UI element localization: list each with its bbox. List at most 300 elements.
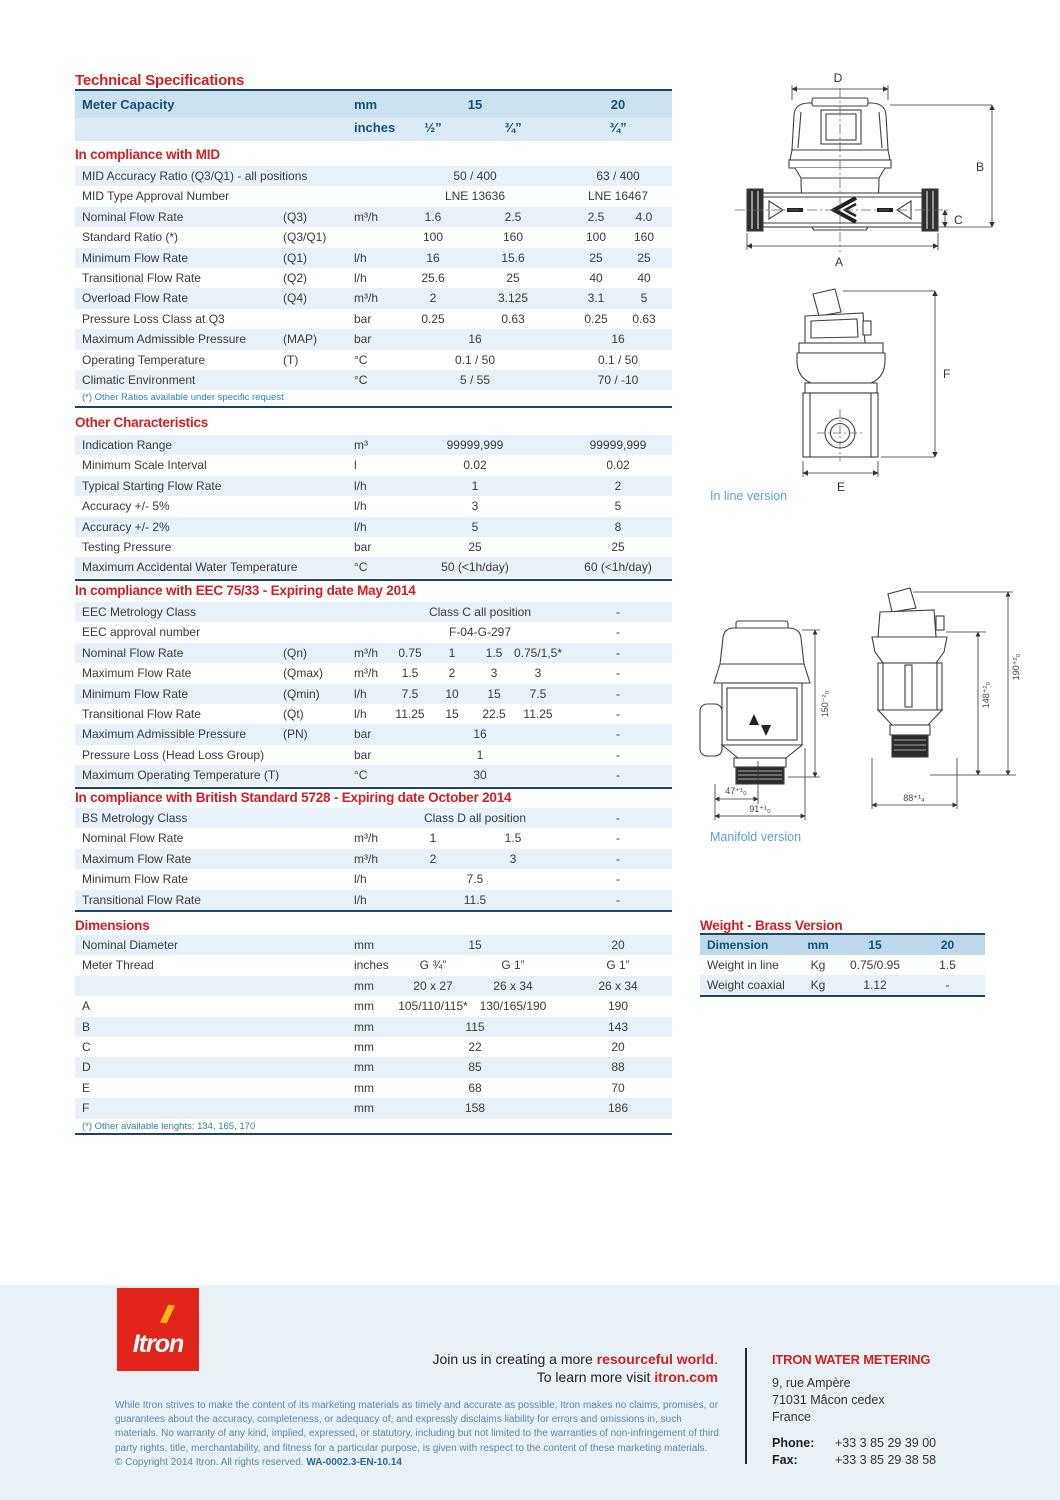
row-unit: mm — [354, 978, 374, 993]
manifold-version-caption: Manifold version — [710, 830, 802, 844]
table-row — [75, 643, 672, 663]
row-label: D — [82, 1060, 91, 1075]
row-unit: mm — [354, 1019, 374, 1034]
row-value: - — [616, 686, 620, 701]
footer-divider — [745, 1348, 747, 1464]
row-unit: °C — [354, 560, 368, 575]
copyright-text: © Copyright 2014 Itron. All rights reserved. — [115, 1456, 307, 1468]
fax-number: +33 3 85 29 38 58 — [835, 1453, 937, 1467]
row-value: 20 — [611, 938, 625, 952]
row-value: 30 — [473, 768, 487, 783]
row-label: E — [82, 1080, 91, 1095]
row-label: C — [82, 1039, 91, 1054]
row-value: - — [616, 747, 620, 762]
weight-header-20: 20 — [940, 938, 955, 952]
visit-link[interactable]: itron.com — [654, 1369, 718, 1385]
row-value: 20 — [611, 1039, 625, 1054]
phone-number: +33 3 85 29 39 00 — [835, 1436, 937, 1450]
row-value: 70 — [611, 1080, 625, 1095]
row-label: Testing Pressure — [82, 539, 172, 554]
capacity-table-header — [75, 89, 672, 141]
table-row — [75, 557, 672, 577]
fax-label: Fax: — [772, 1453, 798, 1467]
row-label: Maximum Flow Rate — [82, 851, 192, 866]
table-row — [75, 745, 672, 765]
table-row — [75, 1098, 672, 1118]
row-label: Operating Temperature — [82, 352, 206, 367]
row-value: 25 — [468, 539, 482, 554]
section-heading-eec: In compliance with EEC 75/33 - Expiring date May 2014 — [75, 583, 416, 598]
row-unit: m³/h — [354, 291, 378, 306]
row-value: LNE 16467 — [587, 189, 649, 204]
address-line: 71031 Mâcon cedex — [772, 1393, 885, 1407]
row-value: 143 — [607, 1019, 629, 1034]
mid-footnote: (*) Other Ratios available under specific request — [82, 392, 284, 403]
row-unit: l/h — [354, 270, 367, 285]
row-value: - — [616, 645, 620, 660]
row-symbol: (Q3/Q1) — [283, 230, 327, 245]
section-heading-dimensions: Dimensions — [75, 918, 150, 933]
dim-label-190: 190⁺²₀ — [1011, 653, 1021, 681]
row-label: Transitional Flow Rate — [82, 706, 201, 721]
row-label: Maximum Flow Rate — [82, 666, 192, 681]
footer-tagline — [330, 1350, 718, 1386]
other-table — [75, 435, 672, 578]
row-unit: mm — [354, 1039, 374, 1054]
row-value: 5 — [640, 291, 648, 306]
row-value: 0.75/1,5* — [513, 645, 563, 660]
row-label: Pressure Loss (Head Loss Group) — [82, 747, 265, 762]
contact-heading: ITRON WATER METERING — [772, 1352, 931, 1367]
table-row — [75, 309, 672, 329]
row-value: 3 — [471, 499, 479, 514]
table-row — [75, 1078, 672, 1098]
row-unit: mm — [354, 938, 374, 952]
row-value: 1.5 — [401, 666, 419, 681]
table-row — [700, 955, 985, 975]
row-value: 0.1 / 50 — [454, 352, 496, 367]
eec-table — [75, 602, 672, 786]
row-label: Maximum Admissible Pressure — [82, 332, 247, 347]
row-value: 16 — [468, 332, 482, 347]
row-label: Transitional Flow Rate — [82, 270, 201, 285]
section-heading-mid: In compliance with MID — [75, 147, 220, 162]
table-row — [75, 455, 672, 475]
row-value: 2.5 — [504, 209, 522, 224]
capacity-size-20: 20 — [610, 97, 626, 112]
row-label: BS Metrology Class — [82, 811, 188, 825]
row-value: 99999,999 — [446, 438, 504, 452]
row-unit: l/h — [354, 478, 367, 493]
capacity-header-row-inches — [75, 118, 672, 141]
row-label: Nominal Flow Rate — [82, 831, 184, 846]
dim-label-e: E — [836, 480, 846, 494]
row-value: 63 / 400 — [596, 169, 640, 183]
section-heading-bs: In compliance with British Standard 5728 - Expiring date October 2014 — [75, 790, 512, 805]
row-value: - — [616, 872, 620, 887]
row-value: Kg — [810, 978, 826, 992]
row-symbol: (Q4) — [283, 291, 307, 306]
row-value: 25.6 — [421, 270, 445, 285]
row-label: Overload Flow Rate — [82, 291, 189, 306]
row-value: 2.5 — [587, 209, 605, 224]
row-symbol: (Q2) — [283, 270, 307, 285]
row-value: 4.0 — [635, 209, 653, 224]
row-unit: bar — [354, 332, 372, 347]
row-value: - — [945, 978, 950, 992]
table-row — [75, 537, 672, 557]
table-row — [75, 704, 672, 724]
logo-wordmark: Itron — [132, 1330, 184, 1358]
row-value: 1 — [476, 747, 484, 762]
row-symbol: (Q1) — [283, 250, 307, 265]
row-value: 0.02 — [606, 458, 630, 473]
table-row — [75, 955, 672, 975]
row-value: 100 — [422, 230, 444, 245]
table-row — [75, 996, 672, 1016]
row-value: Class C all position — [428, 605, 532, 619]
row-value: 2 — [429, 851, 437, 866]
row-label: MID Accuracy Ratio (Q3/Q1) - all positions — [82, 169, 308, 183]
row-value: 3.125 — [497, 291, 529, 306]
table-row — [75, 476, 672, 496]
row-value: - — [616, 666, 620, 681]
dim-label-47: 47⁺¹₀ — [725, 786, 747, 796]
row-label: EEC approval number — [82, 625, 201, 640]
table-row — [75, 496, 672, 516]
table-row — [75, 288, 672, 308]
row-value: 25 — [506, 270, 520, 285]
capacity-title: Meter Capacity — [82, 97, 175, 112]
dim-label-a: A — [834, 255, 844, 269]
row-unit: °C — [354, 352, 368, 367]
row-value: 3.1 — [587, 291, 605, 306]
tagline-period: . — [714, 1351, 718, 1367]
table-row — [75, 1017, 672, 1037]
row-unit: l/h — [354, 519, 367, 534]
table-row — [75, 828, 672, 848]
row-value: - — [616, 851, 620, 866]
section-heading-weight: Weight - Brass Version — [700, 918, 843, 933]
row-label: Accuracy +/- 2% — [82, 519, 170, 534]
row-label: Typical Starting Flow Rate — [82, 478, 222, 493]
row-symbol: (Qn) — [283, 645, 307, 660]
footer-disclaimer — [115, 1399, 719, 1470]
row-unit: l/h — [354, 706, 367, 721]
row-value: - — [616, 892, 620, 907]
section-divider — [75, 406, 672, 408]
disclaimer-text: While Itron strives to make the content of its marketing materials as timely and accurate as possible, Itron makes no claims, promises, or guarantees about the accuracy, completeness, or adequacy of, and expressly disclaims liability for errors and omissions in, such materials. No warranty of any kind, implied, expressed, or statutory, including but not limited to the warranties of non-infringement of third party rights, title, merchantability, and fitness for a particular purpose, is given with respect to the content of these marketing materials. — [115, 1400, 719, 1454]
row-value: - — [616, 706, 620, 721]
table-row — [75, 207, 672, 227]
section-divider — [75, 579, 672, 581]
row-unit: bar — [354, 311, 372, 326]
row-unit: m³/h — [354, 645, 378, 660]
section-divider — [75, 910, 672, 912]
row-value: 3 — [534, 666, 542, 681]
row-value: 130/165/190 — [479, 999, 547, 1014]
table-border — [700, 995, 985, 997]
row-label: Minimum Scale Interval — [82, 458, 207, 473]
section-divider — [75, 787, 672, 789]
row-value: 0.63 — [501, 311, 525, 326]
row-value: 158 — [464, 1101, 486, 1116]
row-label: B — [82, 1019, 91, 1034]
row-value: - — [616, 605, 620, 619]
table-row — [75, 869, 672, 889]
row-label: Pressure Loss Class at Q3 — [82, 311, 225, 326]
row-value: 11.25 — [523, 706, 553, 721]
row-value: 5 / 55 — [459, 372, 491, 387]
row-label: Standard Ratio (*) — [82, 230, 179, 245]
document-number: WA-0002.3-EN-10.14 — [306, 1456, 402, 1468]
row-value: 15.6 — [501, 250, 525, 265]
row-value: 25 — [637, 250, 651, 265]
row-symbol: (Qmin) — [283, 686, 320, 701]
table-row — [75, 602, 672, 622]
dim-label-150: 150⁻²₀ — [820, 690, 830, 718]
row-value: 7.5 — [529, 686, 547, 701]
row-value: Class D all position — [423, 811, 527, 825]
table-row — [75, 517, 672, 537]
row-label: MID Type Approval Number — [82, 189, 230, 204]
row-value: 8 — [614, 519, 622, 534]
row-label — [82, 976, 277, 996]
row-label: A — [82, 999, 91, 1014]
row-value: 25 — [611, 539, 625, 554]
row-unit: l/h — [354, 686, 367, 701]
row-label: Minimum Flow Rate — [82, 250, 189, 265]
row-value: 0.75/0.95 — [849, 958, 901, 972]
row-unit: m³ — [354, 438, 368, 452]
tagline-emphasis: resourceful world — [596, 1351, 715, 1367]
contact-address — [772, 1375, 1022, 1426]
row-value: 50 / 400 — [453, 169, 497, 183]
weight-table — [700, 955, 985, 995]
inline-version-caption: In line version — [710, 489, 788, 503]
row-label: Indication Range — [82, 438, 173, 452]
row-value: 50 (<1h/day) — [441, 560, 509, 575]
row-label: Nominal Diameter — [82, 938, 179, 952]
row-value: 0.1 / 50 — [597, 352, 639, 367]
weight-table-header — [700, 935, 985, 955]
row-value: 160 — [502, 230, 524, 245]
table-row — [75, 186, 672, 206]
row-value: 0.63 — [632, 311, 656, 326]
row-label: EEC Metrology Class — [82, 605, 197, 619]
row-label: F — [82, 1101, 90, 1116]
address-line: France — [772, 1410, 811, 1424]
row-label: Climatic Environment — [82, 372, 196, 387]
row-unit: l/h — [354, 250, 367, 265]
row-value: 2 — [448, 666, 456, 681]
row-unit: mm — [354, 1101, 374, 1116]
weight-header-15: 15 — [868, 938, 882, 952]
table-row — [75, 1057, 672, 1077]
row-value: 1.6 — [424, 209, 442, 224]
row-unit: bar — [354, 727, 372, 742]
row-value: 0.25 — [421, 311, 445, 326]
manifold-left-view-drawing — [698, 588, 853, 840]
row-value: 88 — [611, 1060, 625, 1075]
row-unit: l/h — [354, 872, 367, 887]
itron-logo — [117, 1288, 199, 1371]
row-value: 1.5 — [485, 645, 503, 660]
row-value: G 1” — [501, 958, 525, 973]
page-title: Technical Specifications — [75, 72, 245, 89]
dim-label-91: 91⁺¹₀ — [749, 804, 771, 814]
row-label: Maximum Accidental Water Temperature — [82, 560, 298, 575]
table-row — [75, 976, 672, 996]
row-value: 0.02 — [463, 458, 487, 473]
row-unit: mm — [354, 1080, 374, 1095]
footer-contact-block — [772, 1352, 1022, 1469]
row-label: Nominal Flow Rate — [82, 209, 184, 224]
row-value: - — [616, 831, 620, 846]
weight-header-dimension: Dimension — [707, 938, 769, 952]
table-row — [75, 849, 672, 869]
row-value: 99999,999 — [589, 438, 647, 452]
table-row — [75, 248, 672, 268]
capacity-header-row-mm — [75, 91, 672, 118]
row-value: 100 — [585, 230, 607, 245]
row-value: 1.5 — [504, 831, 522, 846]
row-value: 1.12 — [863, 978, 887, 992]
row-symbol: (Qmax) — [283, 666, 323, 681]
capacity-inch-15b: ¾” — [504, 120, 522, 135]
capacity-unit-mm: mm — [354, 97, 378, 112]
inline-side-view-drawing — [735, 285, 965, 502]
table-row — [75, 622, 672, 642]
row-value: F-04-G-297 — [448, 625, 512, 640]
dim-label-d: D — [833, 71, 843, 85]
row-value: 3 — [490, 666, 498, 681]
dim-label-88: 88⁺¹₄ — [903, 793, 925, 803]
table-row — [75, 166, 672, 186]
inline-front-view-drawing — [735, 60, 1005, 280]
dimensions-footnote: (*) Other available lenghts: 134, 165, 170 — [82, 1121, 256, 1132]
row-value: 115 — [465, 1019, 485, 1034]
section-divider — [75, 1133, 672, 1135]
address-line: 9, rue Ampère — [772, 1376, 851, 1390]
row-value: 22.5 — [482, 706, 506, 721]
row-value: 25 — [589, 250, 603, 265]
row-label: Weight coaxial — [707, 978, 785, 992]
row-value: 2 — [614, 478, 622, 493]
table-row — [75, 808, 672, 828]
row-value: 40 — [589, 270, 603, 285]
row-label: Accuracy +/- 5% — [82, 499, 170, 514]
row-symbol: (T) — [283, 352, 299, 367]
contact-fax-row — [772, 1452, 1022, 1469]
table-row — [75, 350, 672, 370]
table-row — [75, 268, 672, 288]
row-value: 0.25 — [584, 311, 608, 326]
row-value: 40 — [637, 270, 651, 285]
row-label: Nominal Flow Rate — [82, 645, 184, 660]
row-value: 16 — [611, 332, 625, 347]
row-value: 22 — [468, 1039, 482, 1054]
capacity-size-15: 15 — [467, 97, 483, 112]
dim-label-b: B — [975, 160, 985, 174]
row-label: Weight in line — [707, 958, 779, 972]
row-value: 5 — [471, 519, 479, 534]
table-row — [700, 975, 985, 995]
mid-table — [75, 166, 672, 390]
dim-label-148: 148⁺²₀ — [981, 681, 991, 709]
row-label: Minimum Flow Rate — [82, 686, 189, 701]
row-unit: mm — [354, 1060, 374, 1075]
row-value: 10 — [445, 686, 459, 701]
bs-table — [75, 808, 672, 910]
row-label: Maximum Operating Temperature (T) — [82, 768, 280, 783]
row-value: 68 — [468, 1080, 482, 1095]
row-value: 1 — [429, 831, 437, 846]
row-value: 15 — [487, 686, 501, 701]
contact-phone-row — [772, 1435, 1022, 1452]
row-value: 186 — [607, 1101, 629, 1116]
row-value: G ¾” — [419, 958, 447, 973]
row-symbol: (MAP) — [283, 332, 317, 347]
row-value: 11.5 — [463, 892, 487, 907]
row-value: 16 — [426, 250, 440, 265]
row-symbol: (PN) — [283, 727, 308, 742]
row-unit: bar — [354, 539, 372, 554]
row-value: 190 — [607, 999, 629, 1014]
table-row — [75, 435, 672, 455]
table-row — [75, 1037, 672, 1057]
visit-text: To learn more visit — [536, 1369, 655, 1385]
row-value: LNE 13636 — [444, 189, 506, 204]
capacity-inch-15a: ½” — [424, 120, 442, 135]
table-row — [75, 227, 672, 247]
row-unit: l/h — [354, 892, 367, 907]
row-value: 60 (<1h/day) — [584, 560, 652, 575]
row-value: 15 — [468, 938, 482, 952]
capacity-inch-20: ¾” — [609, 120, 627, 135]
row-symbol: (Q3) — [283, 209, 307, 224]
row-unit: °C — [354, 768, 368, 783]
row-value: 1 — [448, 645, 456, 660]
manifold-right-view-drawing — [850, 562, 1025, 819]
row-unit: bar — [354, 747, 372, 762]
table-row — [75, 684, 672, 704]
row-value: Kg — [810, 958, 826, 972]
phone-label: Phone: — [772, 1436, 815, 1450]
capacity-unit-inches: inches — [354, 120, 396, 135]
tagline-text: Join us in creating a more — [432, 1351, 597, 1367]
row-value: 16 — [473, 727, 487, 742]
table-row — [75, 890, 672, 910]
row-label: Maximum Admissible Pressure — [82, 727, 247, 742]
dim-label-c: C — [954, 213, 963, 227]
row-value: - — [616, 727, 620, 742]
table-row — [75, 765, 672, 785]
row-value: 85 — [468, 1060, 482, 1075]
row-label: Meter Thread — [82, 958, 154, 973]
row-value: 20 x 27 — [413, 978, 453, 993]
table-row — [75, 663, 672, 683]
table-row — [75, 370, 672, 390]
row-value: 7.5 — [466, 872, 484, 887]
row-value: 5 — [614, 499, 622, 514]
row-label: Minimum Flow Rate — [82, 872, 189, 887]
row-value: - — [616, 625, 620, 640]
row-value: 160 — [633, 230, 655, 245]
row-value: 7.5 — [401, 686, 419, 701]
dim-label-f: F — [943, 367, 951, 381]
row-value: 1.5 — [939, 958, 956, 972]
